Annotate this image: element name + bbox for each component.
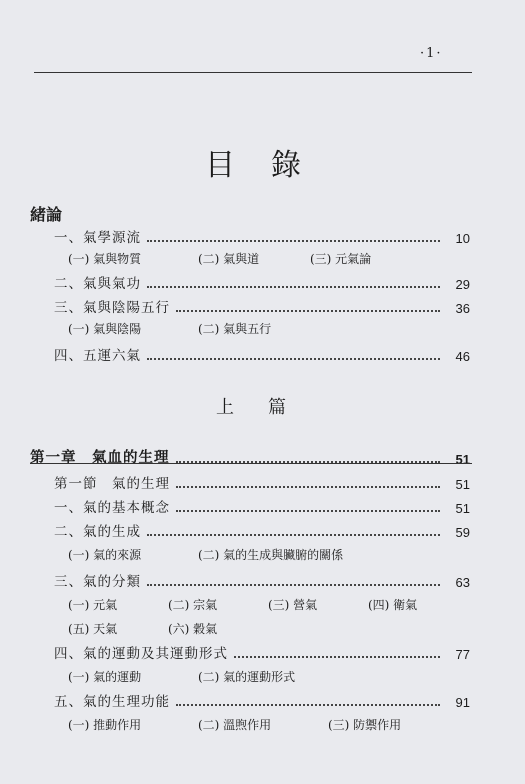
dot-leader <box>147 286 440 288</box>
page-title: 目錄 <box>205 148 337 183</box>
toc-entry-label: 二、氣的生成 <box>54 524 141 540</box>
toc-subentry[interactable]: (一) 氣的運動 <box>68 670 142 684</box>
section-label: 第一節 氣的生理 <box>54 476 170 492</box>
toc-subentry[interactable]: (三) 防禦作用 <box>328 718 402 732</box>
toc-entry-label: 一、氣學源流 <box>54 230 141 246</box>
toc-subentry[interactable]: (二) 溫煦作用 <box>198 718 272 732</box>
toc-entry-functions[interactable] <box>54 690 470 710</box>
toc-subentries <box>68 716 401 733</box>
toc-subentry[interactable]: (二) 宗氣 <box>168 598 218 612</box>
dot-leader <box>147 240 440 242</box>
toc-entry-label: 四、氣的運動及其運動形式 <box>54 646 228 662</box>
toc-subentry[interactable]: (二) 氣與道 <box>198 252 260 266</box>
dot-leader <box>176 310 440 312</box>
toc-entry-qi-yinyang[interactable] <box>54 296 470 316</box>
toc-entry-page: 36 <box>455 301 470 316</box>
toc-subentries <box>68 596 417 613</box>
dot-leader <box>147 584 440 586</box>
toc-subentries <box>68 546 343 563</box>
toc-subentries <box>68 320 271 337</box>
toc-subentry[interactable]: (二) 氣的生成與臟腑的關係 <box>198 548 344 562</box>
toc-entry-page: 10 <box>455 231 470 246</box>
toc-subentry[interactable]: (一) 元氣 <box>68 598 118 612</box>
toc-subentry[interactable]: (二) 氣的運動形式 <box>198 670 296 684</box>
toc-entry-page: 51 <box>455 501 470 516</box>
toc-entry-five-movements[interactable] <box>54 344 470 364</box>
toc-entry-page: 46 <box>455 349 470 364</box>
toc-entry-page: 77 <box>455 647 470 662</box>
toc-subentry[interactable]: (二) 氣與五行 <box>198 322 272 336</box>
toc-entry-label: 四、五運六氣 <box>54 348 141 364</box>
dot-leader <box>147 358 440 360</box>
toc-subentry[interactable]: (四) 衛氣 <box>368 598 418 612</box>
toc-subentries <box>68 620 217 637</box>
part-heading: 上篇 <box>216 397 320 418</box>
toc-subentry[interactable]: (一) 氣與物質 <box>68 252 142 266</box>
toc-entry-label: 二、氣與氣功 <box>54 276 141 292</box>
toc-entry-label: 五、氣的生理功能 <box>54 694 170 710</box>
toc-entry-page: 63 <box>455 575 470 590</box>
toc-subentry[interactable]: (五) 天氣 <box>68 622 118 636</box>
toc-subentries <box>68 668 295 685</box>
toc-subentry[interactable]: (一) 氣與陰陽 <box>68 322 142 336</box>
toc-subentry[interactable]: (一) 氣的來源 <box>68 548 142 562</box>
toc-subentries <box>68 250 371 267</box>
toc-entry-page: 29 <box>455 277 470 292</box>
toc-entry-classification[interactable] <box>54 570 470 590</box>
toc-entry-label: 一、氣的基本概念 <box>54 500 170 516</box>
toc-subentry[interactable]: (三) 營氣 <box>268 598 318 612</box>
toc-entry-movement[interactable] <box>54 642 470 662</box>
toc-subentry[interactable]: (六) 穀氣 <box>168 622 218 636</box>
header-rule <box>34 72 472 73</box>
dot-leader <box>147 534 440 536</box>
intro-heading: 緒論 <box>30 205 63 224</box>
chapter-rule <box>30 463 472 464</box>
chapter-label: 第一章 氣血的生理 <box>30 449 170 466</box>
section-page: 51 <box>455 477 470 492</box>
dot-leader <box>176 510 440 512</box>
toc-entry-qi-origins[interactable] <box>54 226 470 246</box>
toc-entry-basic-concept[interactable] <box>54 496 470 516</box>
toc-entry-page: 59 <box>455 525 470 540</box>
toc-entry-qi-qigong[interactable] <box>54 272 470 292</box>
toc-entry-generation[interactable] <box>54 520 470 540</box>
toc-entry-label: 三、氣與陰陽五行 <box>54 300 170 316</box>
toc-subentry[interactable]: (三) 元氣論 <box>310 252 372 266</box>
toc-section-1[interactable] <box>54 472 470 492</box>
toc-subentry[interactable]: (一) 推動作用 <box>68 718 142 732</box>
dot-leader <box>234 656 440 658</box>
toc-entry-page: 91 <box>455 695 470 710</box>
page-number: ·1· <box>420 46 443 61</box>
chapter-page: 51 <box>455 452 470 467</box>
toc-entry-label: 三、氣的分類 <box>54 574 141 590</box>
dot-leader <box>176 704 440 706</box>
dot-leader <box>176 486 440 488</box>
